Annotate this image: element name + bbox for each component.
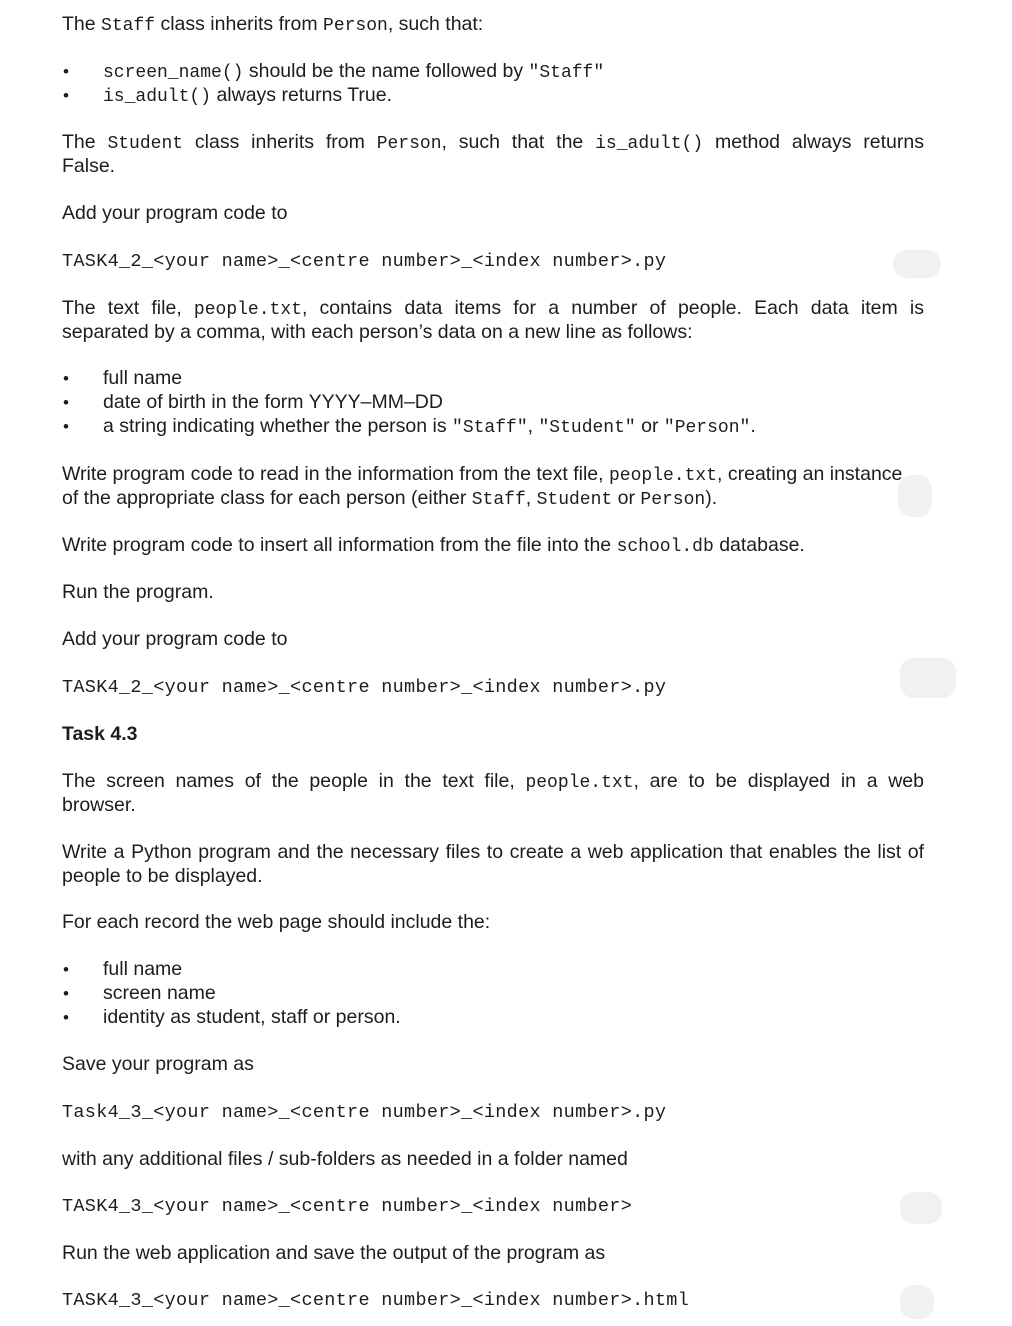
bullet-marker: • [63, 62, 69, 81]
run-web-instruction: Run the web application and save the output of the program as [62, 1242, 606, 1264]
scan-smudge [900, 1192, 942, 1224]
filename-task4-3-py: Task4_3_<your name>_<centre number>_<index number>.py [62, 1102, 667, 1123]
scan-smudge [900, 1285, 934, 1319]
filename-task4-3-html: TASK4_3_<your name>_<centre number>_<index number>.html [62, 1290, 690, 1311]
folder-name: TASK4_3_<your name>_<centre number>_<index number> [62, 1196, 633, 1217]
staff-bullet-screen-name: screen_name() should be the name followed by "Staff" [103, 60, 605, 83]
filename-task4-2: TASK4_2_<your name>_<centre number>_<index number>.py [62, 677, 667, 698]
add-code-instruction: Add your program code to [62, 628, 288, 650]
scan-smudge [893, 250, 941, 278]
run-program-instruction: Run the program. [62, 581, 214, 603]
student-class-paragraph-line2: False. [62, 155, 116, 177]
staff-bullet-is-adult: is_adult() always returns True. [103, 84, 393, 107]
data-bullet-dob: date of birth in the form YYYY–MM–DD [103, 391, 443, 413]
python-program-paragraph-line1: Write a Python program and the necessary files to create a web application that enables the list of [62, 841, 924, 863]
insert-db-paragraph: Write program code to insert all information from the file into the school.db database. [62, 534, 805, 557]
student-class-paragraph-line1: The Student class inherits from Person, such that the is_adult() method always returns [62, 131, 924, 154]
scan-smudge [898, 475, 932, 517]
add-code-instruction: Add your program code to [62, 202, 288, 224]
save-instruction: Save your program as [62, 1053, 254, 1075]
record-bullet-full-name: full name [103, 958, 183, 980]
bullet-marker: • [63, 369, 69, 388]
folder-instruction: with any additional files / sub-folders as needed in a folder named [62, 1148, 628, 1170]
record-bullet-identity: identity as student, staff or person. [103, 1006, 401, 1028]
bullet-marker: • [63, 1008, 69, 1027]
bullet-marker: • [63, 417, 69, 436]
text-file-paragraph-line2: separated by a comma, with each person’s data on a new line as follows: [62, 321, 693, 343]
task-heading: Task 4.3 [62, 723, 138, 745]
write-code-paragraph-line1: Write program code to read in the information from the text file, people.txt, creating an instance [62, 463, 903, 486]
data-bullet-type: a string indicating whether the person is "Staff", "Student" or "Person". [103, 415, 756, 438]
bullet-marker: • [63, 393, 69, 412]
python-program-paragraph-line2: people to be displayed. [62, 865, 263, 887]
record-paragraph: For each record the web page should include the: [62, 911, 491, 933]
screen-names-paragraph-line2: browser. [62, 794, 136, 816]
staff-class-paragraph: The Staff class inherits from Person, such that: [62, 13, 484, 36]
write-code-paragraph-line2: of the appropriate class for each person (either Staff, Student or Person). [62, 487, 718, 510]
scan-smudge [900, 658, 956, 698]
text-file-paragraph-line1: The text file, people.txt, contains data items for a number of people. Each data item is [62, 297, 924, 320]
screen-names-paragraph-line1: The screen names of the people in the text file, people.txt, are to be displayed in a web [62, 770, 924, 793]
filename-task4-2: TASK4_2_<your name>_<centre number>_<index number>.py [62, 251, 667, 272]
bullet-marker: • [63, 86, 69, 105]
bullet-marker: • [63, 984, 69, 1003]
record-bullet-screen-name: screen name [103, 982, 216, 1004]
bullet-marker: • [63, 960, 69, 979]
data-bullet-full-name: full name [103, 367, 183, 389]
